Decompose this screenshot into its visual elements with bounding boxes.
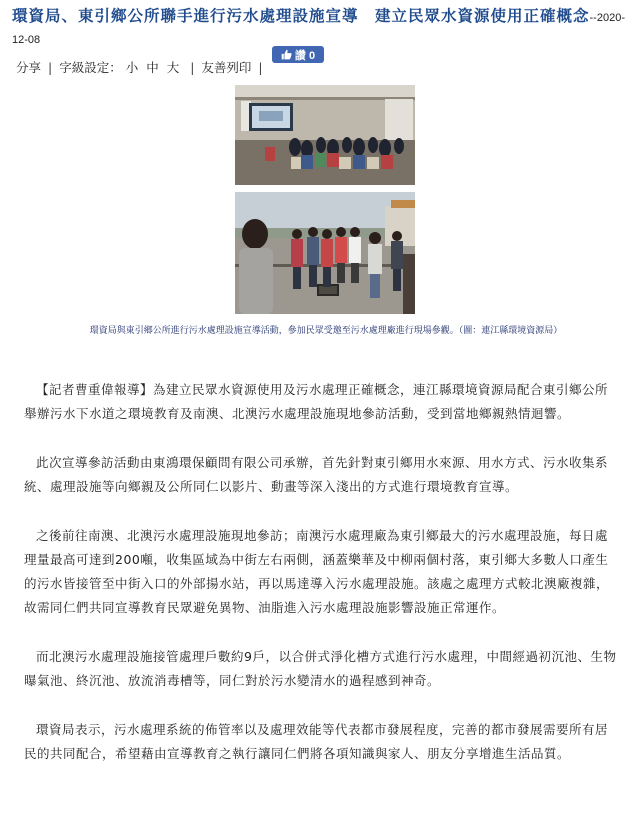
facebook-like-button[interactable]: [272, 46, 324, 63]
font-size-large-button[interactable]: 大: [166, 60, 180, 75]
photo-site-visit: [235, 192, 415, 314]
photo-caption: 環資局與東引鄉公所進行污水處理設施宣導活動，參加民眾受邀至污水處理廠進行現場參觀。（圖：連江縣環境資源局）: [89, 326, 563, 336]
article-toolbar: [16, 58, 266, 76]
article-body: [24, 378, 618, 791]
print-link[interactable]: 友善列印: [201, 60, 252, 75]
photo-presentation: [235, 85, 415, 185]
share-link[interactable]: 分享: [16, 60, 42, 75]
toolbar-separator: |: [258, 60, 263, 75]
article-paragraph: 此次宣導參訪活動由東鴻環保顧問有限公司承辦，首先針對東引鄉用水來源、用水方式、污水收集系統、處理設施等向鄉親及公所同仁以影片、動畫等深入淺出的方式進行環境教育宣導。: [24, 455, 609, 494]
article-date: --2020-12-08: [12, 12, 625, 46]
article-paragraph: 而北澳污水處理設施接管處理戶數約9戶，以合併式淨化槽方式進行污水處理，中間經過初沉池、生物曝氣池、終沉池、放流消毒槽等，同仁對於污水變清水的過程感到神奇。: [24, 649, 617, 688]
article-paragraph: 之後前往南澳、北澳污水處理設施現地參訪；南澳污水處理廠為東引鄉最大的污水處理設施，每日處理量最高可達到200噸，收集區域為中街左右兩側，涵蓋樂華及中柳兩個村落，東引鄉大多數人口產生的污水皆接管至中街入口的外部揚水站，再以馬達導入污水處理設施。該處之處理方式較北澳廠複雜，故需同仁們共同宣導教育民眾避免異物、油脂進入污水處理設施影響設施正常運作。: [24, 528, 610, 615]
thumbs-up-icon: [281, 49, 292, 60]
toolbar-separator: |: [190, 60, 195, 75]
article-paragraph: 【記者曹重偉報導】為建立民眾水資源使用及污水處理正確概念，連江縣環境資源局配合東引鄉公所舉辦污水下水道之環境教育及南澳、北澳污水處理設施現地參訪活動，受到當地鄉親熱情迴響。: [24, 382, 609, 421]
toolbar-separator: |: [48, 60, 53, 75]
font-size-small-button[interactable]: 小: [125, 60, 139, 75]
article-title-block: [12, 6, 632, 50]
like-count-label: 讚 0: [294, 49, 316, 62]
font-size-medium-button[interactable]: 中: [146, 60, 159, 75]
article-paragraph: 環資局表示，污水處理系統的佈管率以及處理效能等代表都市發展程度，完善的都市發展需要所有居民的共同配合，希望藉由宣導教育之執行讓同仁們將各項知識與家人、朋友分享增進生活品質。: [24, 722, 609, 761]
font-size-label: 字級設定：: [59, 60, 122, 75]
article-title: 環資局、東引鄉公所聯手進行污水處理設施宣導 建立民眾水資源使用正確概念: [12, 6, 590, 25]
